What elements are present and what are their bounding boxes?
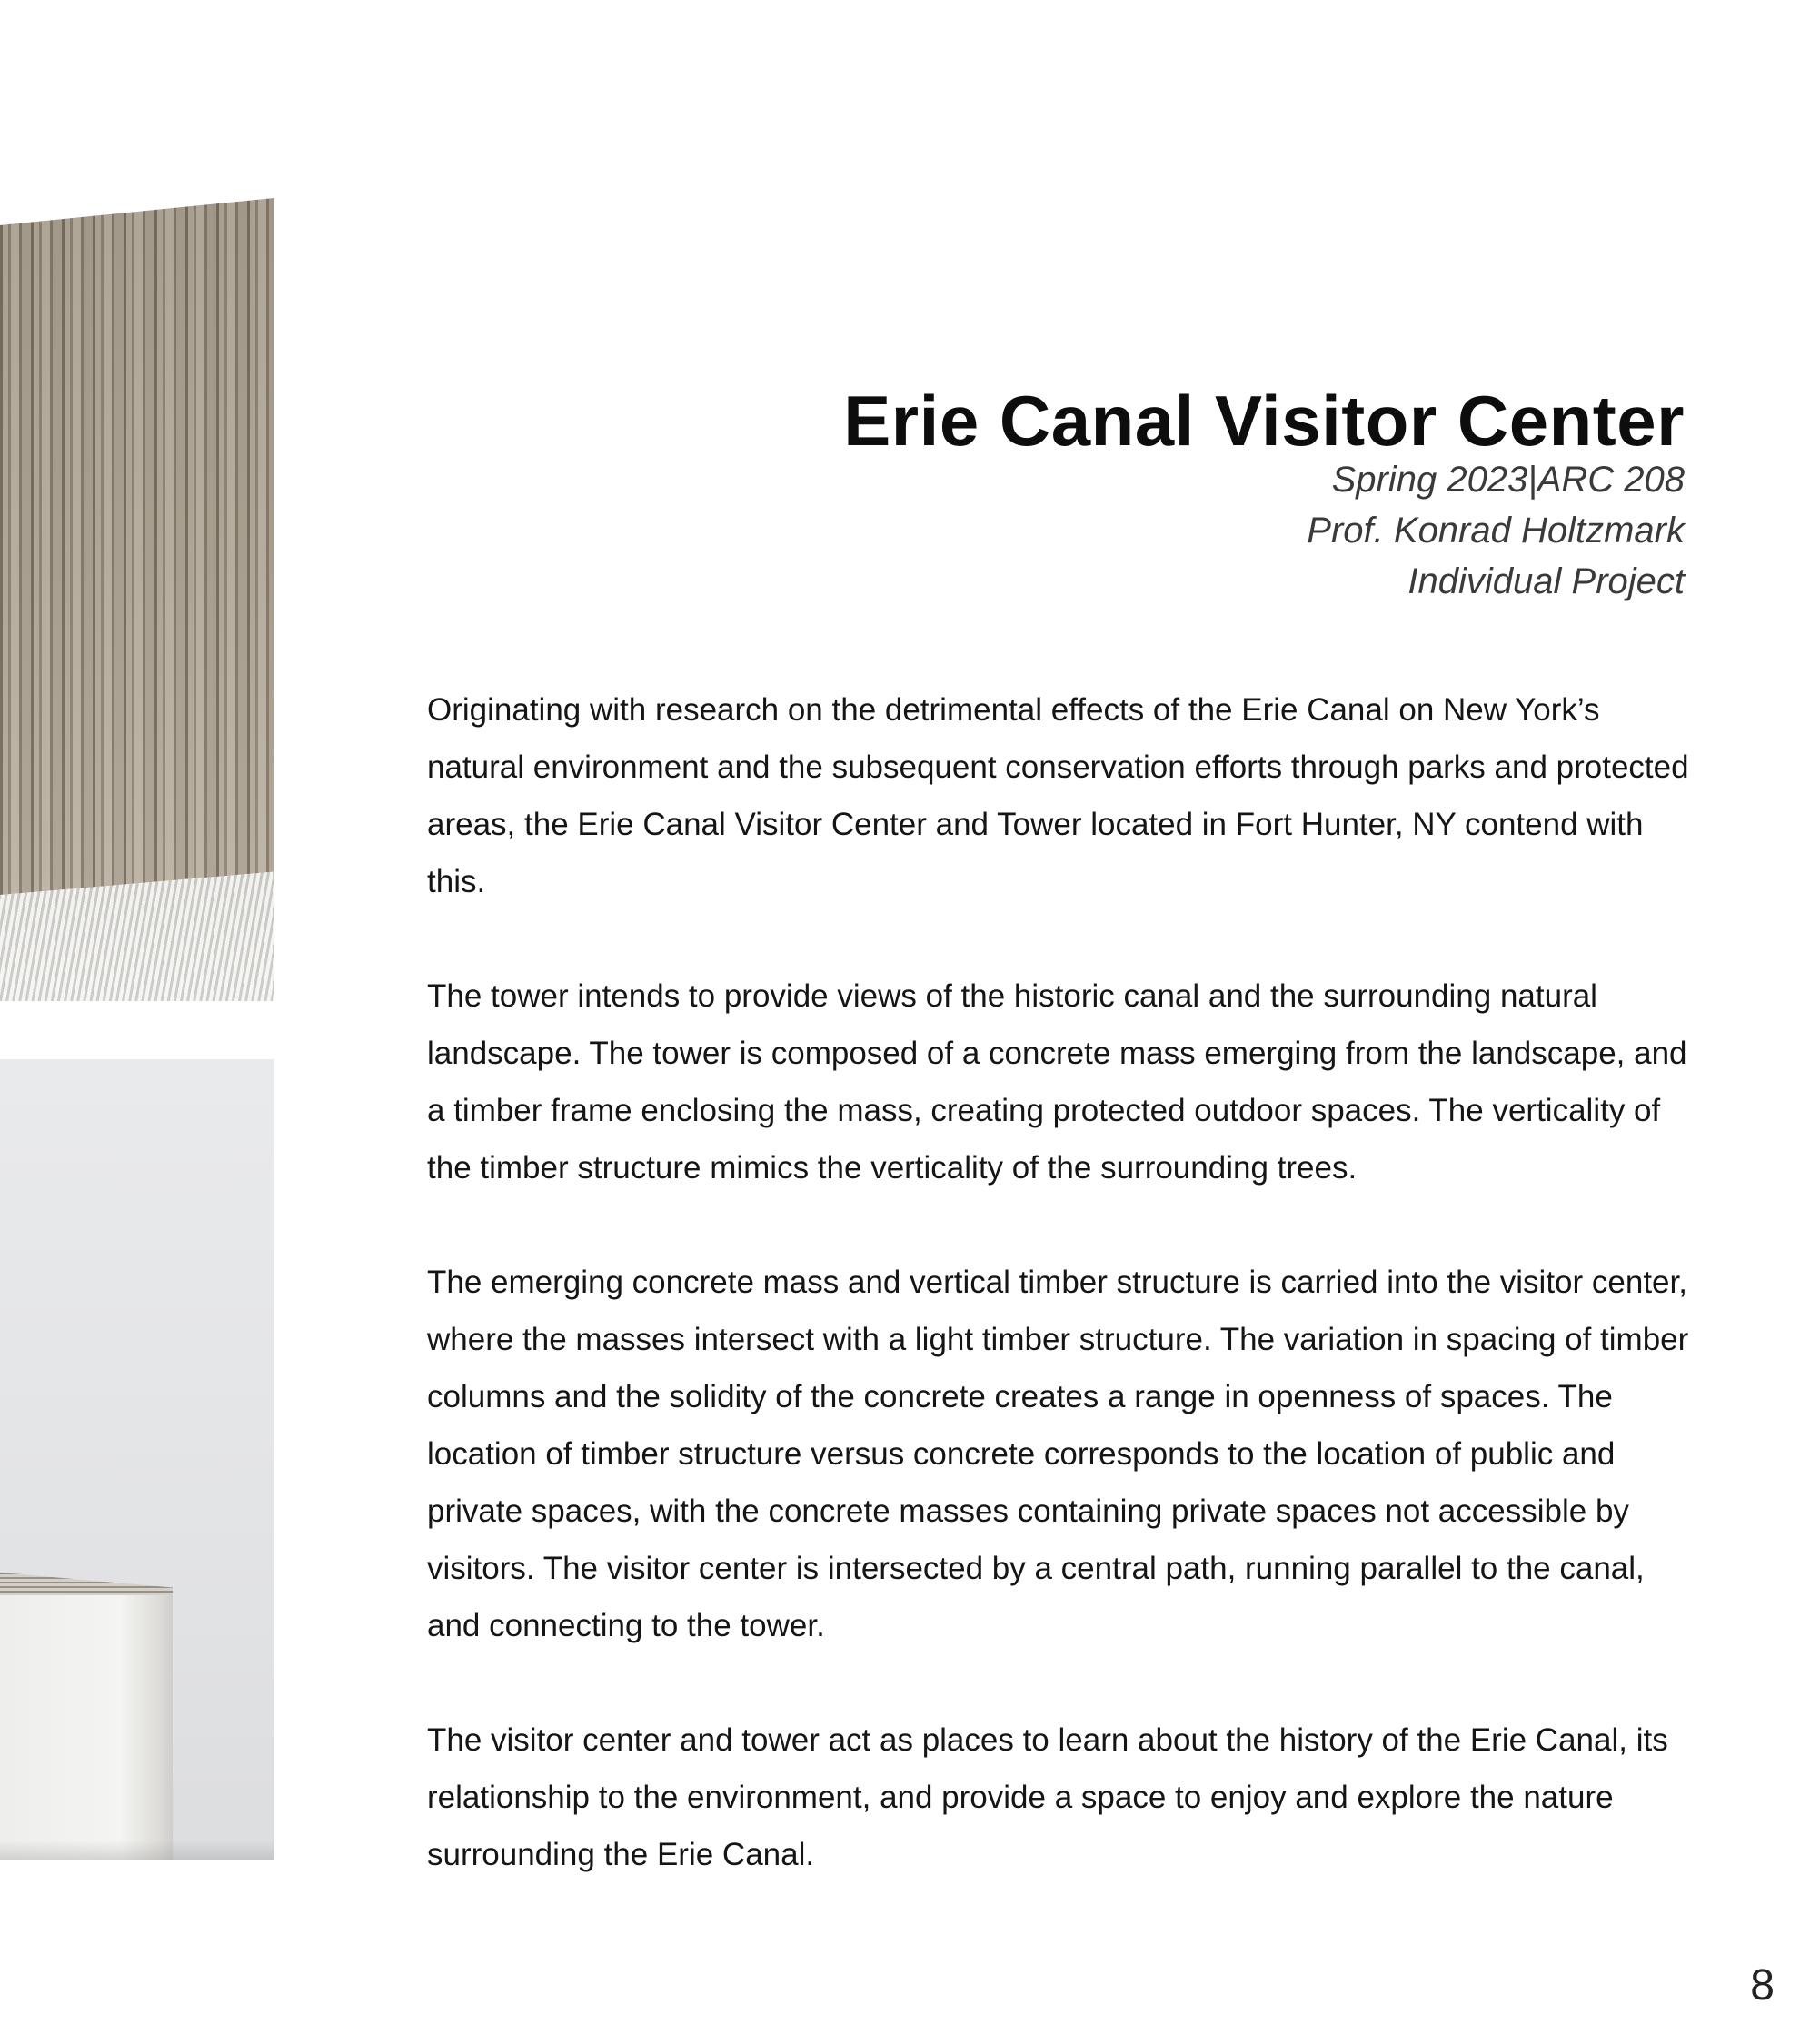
plaster-block	[0, 1595, 173, 1860]
paragraph-tower: The tower intends to provide views of the historic canal and the surrounding natural landscape. The tower is composed of a concrete mass emerging from the landscape, and a timber frame enclosing the mass, creating protected outdoor spaces. The verticality of the timber structure mimics the verticality of the surrounding trees.	[427, 978, 1687, 1186]
paragraph-visitor-center: The emerging concrete mass and vertical timber structure is carried into the visitor center, where the masses intersect with a light timber structure. The variation in spacing of timber columns and the solidity of the concrete creates a range in openness of spaces. The location of timber structure versus concrete corresponds to the location of public and private spaces, with the concrete masses containing private spaces not accessible by visitors. The visitor center is intersected by a central path, running parallel to the canal, and connecting to the tower.	[427, 1265, 1689, 1643]
project-type: Individual Project	[1407, 561, 1685, 601]
paragraph-conclusion: The visitor center and tower act as places to learn about the history of the Erie Canal, its relationship to the environment, and provide a space to enjoy and explore the nature surrounding the Erie Canal.	[427, 1722, 1668, 1872]
paragraph-research: Originating with research on the detrimental effects of the Erie Canal on New York’s natural environment and the subsequent conservation efforts through parks and protected areas, the Erie Canal Visitor Center and Tower located in Fort Hunter, NY contend with this.	[427, 692, 1689, 899]
term-course: Spring 2023|ARC 208	[1331, 460, 1685, 500]
project-meta	[1307, 454, 1685, 607]
model-photo-concrete-block	[0, 1059, 274, 1860]
model-photo-timber-wall	[0, 198, 274, 1001]
professor-name: Prof. Konrad Holtzmark	[1307, 511, 1685, 551]
page-number: 8	[1750, 1961, 1775, 2009]
block-shadow	[0, 1841, 274, 1860]
page-title: Erie Canal Visitor Center	[843, 381, 1685, 461]
project-description	[427, 681, 1704, 1940]
